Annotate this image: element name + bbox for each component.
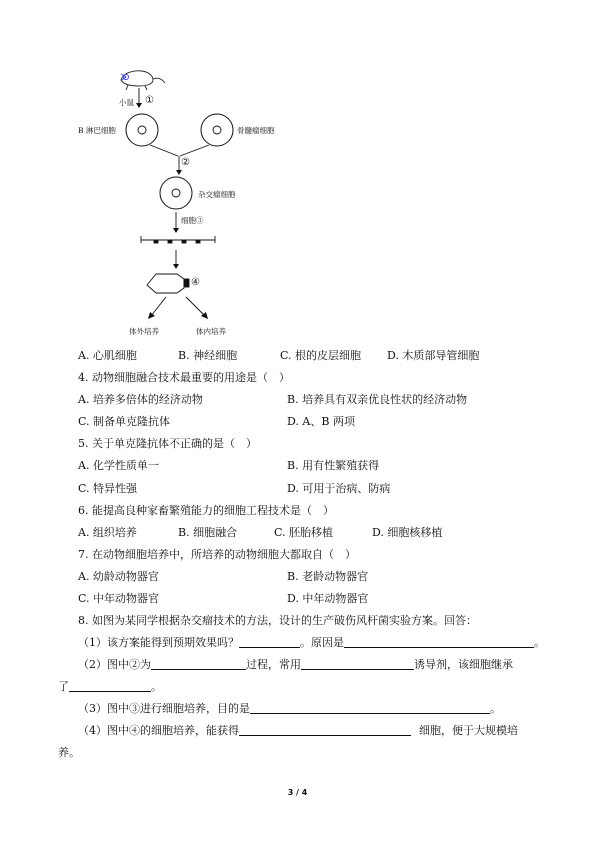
- q8-p2-text-d: 了: [58, 680, 69, 693]
- q8-part-4: [78, 724, 518, 738]
- mouse-label: 小鼠: [119, 98, 134, 107]
- q7-option-c: C. 中年动物器官: [78, 592, 160, 605]
- page-number: 3 / 4: [287, 788, 308, 797]
- q8-p1-text-b: 。原因是: [300, 636, 344, 649]
- hybridoma-diagram: [0, 0, 595, 345]
- q6-option-a: A. 组织培养: [78, 526, 137, 539]
- q8-stem: 8. 如图为某同学根据杂交瘤技术的方法，设计的生产破伤风杆菌实验方案。回答：: [78, 614, 477, 627]
- q8-p2-text-b: 过程，常用: [246, 658, 301, 671]
- q3-option-b: B. 神经细胞: [178, 349, 238, 362]
- q6-stem: 6. 能提高良种家畜繁殖能力的细胞工程技术是（ ）: [78, 504, 334, 517]
- myeloma-cell: [201, 114, 233, 146]
- q8-part-3: [78, 702, 501, 716]
- q8-part-2-continued: [58, 680, 162, 694]
- q8-part-1: [78, 636, 545, 650]
- q8-part-4-continued: [58, 746, 80, 760]
- step-3-label: 细胞③: [181, 216, 204, 225]
- q8-p2-text-c: 诱导剂，该细胞继承: [414, 658, 513, 671]
- q4-option-a: A. 培养多倍体的经济动物: [78, 393, 203, 406]
- culture-flask: [147, 274, 189, 293]
- q8-p4-text-a: （4）图中④的细胞培养，能获得: [78, 724, 239, 737]
- in-vivo-label: 体内培养: [196, 327, 226, 336]
- myeloma-label: 骨髓瘤细胞: [237, 126, 275, 135]
- q8-p1-blank-2[interactable]: [344, 636, 534, 648]
- q8-p3-text-a: （3）图中③进行细胞培养，目的是: [78, 702, 250, 715]
- q3-option-d: D. 木质部导管细胞: [387, 349, 480, 362]
- q5-option-a: A. 化学性质单一: [78, 459, 159, 472]
- q5-stem: 5. 关于单克隆抗体不正确的是（ ）: [78, 437, 257, 450]
- culture-plate: [141, 236, 215, 243]
- q8-p4-blank[interactable]: [239, 724, 411, 736]
- step-1-marker: ①: [145, 95, 154, 106]
- q8-p1-blank-1[interactable]: [239, 636, 300, 648]
- q8-p2-blank-1[interactable]: [151, 658, 246, 670]
- q3-option-c: C. 根的皮层细胞: [280, 349, 362, 362]
- b-lymphocyte-cell: [126, 114, 158, 146]
- diagram-drawing: [0, 0, 595, 345]
- q4-option-b: B. 培养具有双亲优良性状的经济动物: [287, 393, 468, 406]
- q3-option-a: A. 心肌细胞: [78, 349, 137, 362]
- q8-part-2: [78, 658, 513, 672]
- hybridoma-label: 杂交瘤细胞: [198, 190, 236, 199]
- q8-p1-text-a: （1）该方案能得到预期效果吗？: [78, 636, 239, 649]
- b-lymphocyte-label: B 淋巴细胞: [78, 126, 116, 135]
- q8-p3-blank[interactable]: [250, 702, 490, 714]
- q8-p3-text-b: 。: [490, 702, 501, 715]
- mouse-icon: [121, 71, 165, 90]
- q6-option-b: B. 细胞融合: [178, 526, 238, 539]
- q5-option-c: C. 特异性强: [78, 482, 138, 495]
- q8-p2-blank-2[interactable]: [301, 658, 414, 670]
- in-vitro-label: 体外培养: [129, 327, 159, 336]
- q8-p2-text-e: 。: [151, 680, 162, 693]
- q4-option-d: D. A、B 两项: [287, 415, 355, 428]
- q7-option-b: B. 老龄动物器官: [287, 570, 369, 583]
- q8-p2-text-a: （2）图中②为: [78, 658, 151, 671]
- step-2-marker: ②: [181, 157, 190, 168]
- q5-option-b: B. 用有性繁殖获得: [287, 459, 380, 472]
- q7-option-a: A. 幼龄动物器官: [78, 570, 159, 583]
- q6-option-d: D. 细胞核移植: [372, 526, 443, 539]
- q4-option-c: C. 制备单克隆抗体: [78, 415, 171, 428]
- q4-stem: 4. 动物细胞融合技术最重要的用途是（ ）: [78, 371, 290, 384]
- q8-p2-blank-3[interactable]: [69, 680, 151, 692]
- step-4-marker: ④: [191, 277, 200, 288]
- hybridoma-cell: [160, 177, 192, 209]
- q8-p1-text-c: 。: [534, 636, 545, 649]
- q8-p4-text-b: 细胞，便于大规模培: [419, 724, 518, 737]
- q7-stem: 7. 在动物细胞培养中，所培养的动物细胞大都取自（ ）: [78, 548, 356, 561]
- q8-p4-text-c: 养。: [58, 746, 80, 759]
- q7-option-d: D. 中年动物器官: [287, 592, 369, 605]
- q6-option-c: C. 胚胎移植: [274, 526, 334, 539]
- q5-option-d: D. 可用于治病、防病: [287, 482, 391, 495]
